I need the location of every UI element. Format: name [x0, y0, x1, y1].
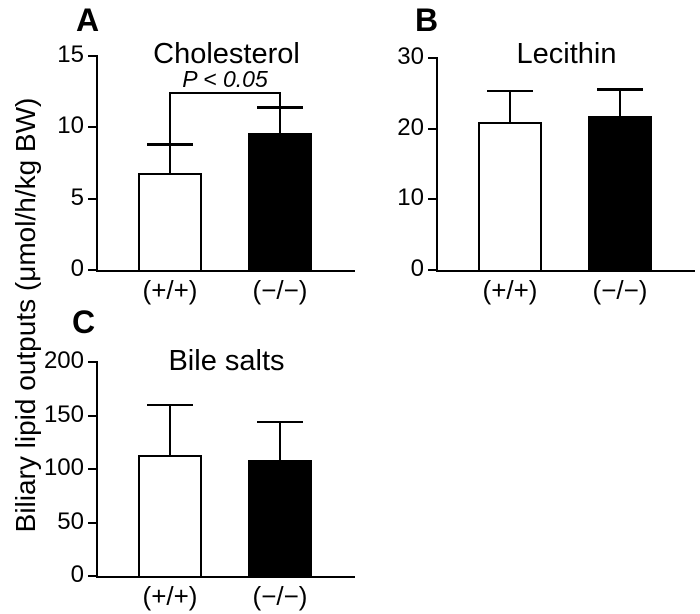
panel-b-y-tick	[428, 57, 436, 59]
panel-b-y-tick-label: 10	[397, 184, 424, 212]
panel-c-x-category-label: (+/+)	[142, 581, 198, 611]
panel-a-bar-knockout-filled	[248, 133, 312, 272]
y-axis-label: Biliary lipid outputs (μmol/h/kg BW)	[10, 97, 41, 533]
panel-a-y-tick	[88, 198, 96, 200]
panel-b-error-bar-stem	[619, 89, 621, 118]
panel-c-bar-wildtype-open	[138, 455, 202, 578]
panel-b-y-tick	[428, 198, 436, 200]
panel-a-y-tick-label: 0	[70, 255, 84, 282]
panel-b-y-tick	[428, 128, 436, 130]
panel-c-y-axis	[96, 361, 98, 578]
panel-a-y-tick-label: 15	[57, 41, 84, 68]
panel-a-letter: A	[76, 2, 100, 38]
panel-c-y-tick	[88, 415, 96, 417]
panel-b-x-axis	[436, 270, 695, 272]
panel-a-significance-bracket-top	[169, 92, 281, 94]
panel-a-x-axis	[96, 270, 355, 272]
panel-c-x-category-label: (−/−)	[252, 581, 308, 611]
panel-c-y-tick	[88, 575, 96, 577]
panel-a-significance-bracket-right	[279, 92, 281, 110]
panel-c-error-bar-cap	[147, 404, 193, 407]
panel-c-y-tick-label: 150	[43, 400, 84, 428]
panel-c-error-bar-stem	[279, 422, 281, 463]
panel-a-y-tick-label: 5	[70, 183, 84, 211]
panel-a-y-tick	[88, 269, 96, 271]
panel-b-error-bar-cap	[487, 90, 533, 93]
panel-b-x-category-label: (−/−)	[592, 275, 648, 305]
panel-a-y-axis	[96, 55, 98, 272]
panel-c-y-tick-label: 50	[57, 507, 84, 535]
panel-a-y-tick-label: 10	[57, 112, 84, 140]
panel-c-y-tick-label: 100	[43, 454, 84, 481]
panel-b-error-bar-cap	[597, 88, 643, 91]
panel-c-error-bar-cap	[257, 421, 303, 424]
panel-a-p-value-label: P < 0.05	[182, 65, 268, 92]
panel-b-error-bar-stem	[509, 91, 511, 125]
panel-a-x-category-label: (−/−)	[252, 275, 308, 305]
panel-a-y-tick	[88, 55, 96, 57]
panel-c-y-tick	[88, 361, 96, 363]
panel-b-y-tick-label: 20	[397, 113, 424, 141]
panel-a-error-bar-stem	[169, 144, 171, 175]
panel-c-y-tick	[88, 522, 96, 524]
panel-b-letter: B	[415, 2, 439, 38]
panel-a-title: Cholesterol	[153, 38, 300, 70]
panel-a-y-tick	[88, 126, 96, 128]
panel-c-y-tick	[88, 468, 96, 470]
panel-a-significance-bracket-left	[169, 92, 171, 147]
panel-c-title: Bile salts	[168, 345, 285, 377]
panel-c-error-bar-stem	[169, 405, 171, 457]
panel-a-bar-wildtype-open	[138, 173, 202, 272]
panel-c-x-axis	[96, 576, 355, 578]
panel-a-error-bar-stem	[279, 107, 281, 135]
panel-b-bar-knockout-filled	[588, 116, 652, 272]
panel-c-bar-knockout-filled	[248, 460, 312, 578]
panel-b-y-axis	[436, 57, 438, 272]
panel-a-x-category-label: (+/+)	[142, 275, 198, 305]
panel-c-letter: C	[72, 304, 96, 340]
panel-c-y-tick-label: 200	[43, 347, 84, 374]
panel-b-y-tick	[428, 269, 436, 271]
panel-b-y-tick-label: 0	[410, 255, 424, 282]
panel-b-x-category-label: (+/+)	[482, 275, 538, 305]
panel-b-bar-wildtype-open	[478, 122, 542, 272]
panel-c-y-tick-label: 0	[70, 561, 84, 588]
panel-b-y-tick-label: 30	[397, 43, 424, 70]
panel-b-title: Lecithin	[516, 38, 617, 70]
